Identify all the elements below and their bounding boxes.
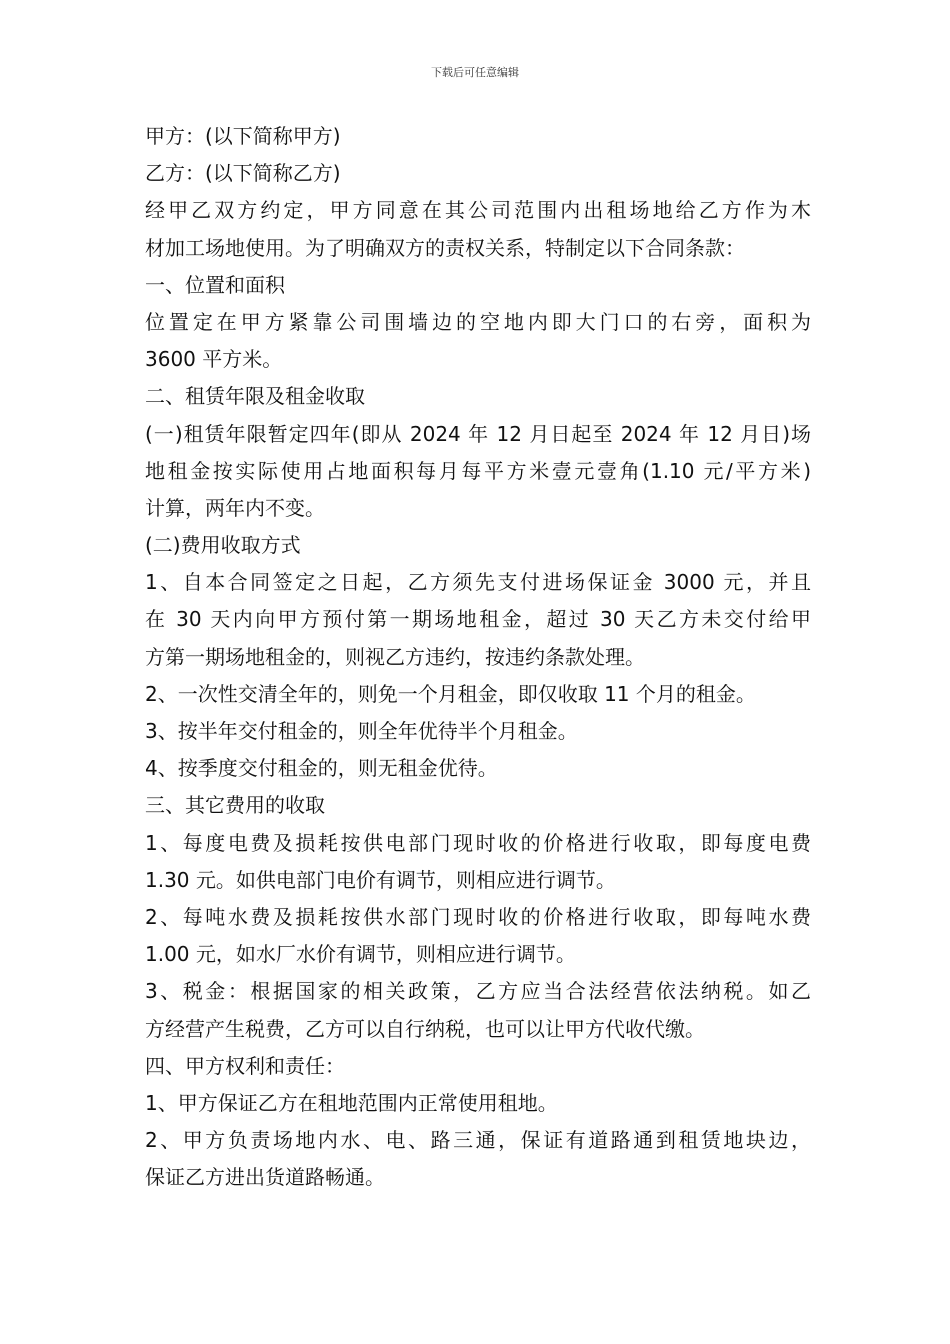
paragraph-line: 经甲乙双方约定，甲方同意在其公司范围内出租场地给乙方作为木 [145, 198, 811, 223]
paragraph-line: 2、一次性交清全年的，则免一个月租金，即仅收取 11 个月的租金。 [145, 681, 756, 706]
party-a-line: 甲方：(以下简称甲方) [145, 124, 341, 148]
paragraph-line: 3600 平方米。 [145, 347, 283, 372]
section-heading: 三、其它费用的收取 [145, 793, 325, 818]
paragraph-line: 1、自本合同签定之日起，乙方须先支付进场保证金 3000 元，并且 [145, 570, 811, 595]
section-heading: 二、租赁年限及租金收取 [145, 384, 365, 409]
paragraph-line: 方第一期场地租金的，则视乙方违约，按违约条款处理。 [145, 644, 645, 669]
paragraph-line: 3、税金：根据国家的相关政策，乙方应当合法经营依法纳税。如乙 [145, 979, 811, 1004]
paragraph-line: 1、每度电费及损耗按供电部门现时收的价格进行收取，即每度电费 [145, 830, 811, 855]
paragraph-line: 4、按季度交付租金的，则无租金优待。 [145, 756, 498, 781]
paragraph-line: 1.00 元，如水厂水价有调节，则相应进行调节。 [145, 942, 576, 967]
page-header: 下载后可任意编辑 [431, 66, 519, 79]
paragraph-line: 方经营产生税费，乙方可以自行纳税，也可以让甲方代收代缴。 [145, 1016, 705, 1041]
subsection-heading: (二)费用收取方式 [145, 533, 301, 558]
paragraph-line: 2、每吨水费及损耗按供水部门现时收的价格进行收取，即每吨水费 [145, 904, 811, 929]
paragraph-line: 在 30 天内向甲方预付第一期场地租金，超过 30 天乙方未交付给甲 [145, 607, 811, 632]
paragraph-line: 计算，两年内不变。 [145, 495, 325, 520]
paragraph-line: 地租金按实际使用占地面积每月每平方米壹元壹角(1.10 元/平方米) [145, 458, 811, 483]
paragraph-line: 保证乙方进出货道路畅通。 [145, 1165, 385, 1190]
paragraph-line: 1.30 元。如供电部门电价有调节，则相应进行调节。 [145, 867, 616, 892]
paragraph-line: 1、甲方保证乙方在租地范围内正常使用租地。 [145, 1090, 558, 1115]
section-heading: 四、甲方权利和责任： [145, 1053, 345, 1078]
paragraph-line: 材加工场地使用。为了明确双方的责权关系，特制定以下合同条款： [145, 235, 745, 260]
paragraph-line: (一)租赁年限暂定四年(即从 2024 年 12 月日起至 2024 年 12 月日)场 [145, 421, 811, 446]
document-body [145, 118, 811, 1196]
party-b-line: 乙方：(以下简称乙方) [145, 161, 341, 186]
paragraph-line: 3、按半年交付租金的，则全年优待半个月租金。 [145, 719, 578, 743]
paragraph-line: 2、甲方负责场地内水、电、路三通，保证有道路通到租赁地块边， [145, 1128, 811, 1153]
section-heading: 一、位置和面积 [145, 272, 285, 297]
paragraph-line: 位置定在甲方紧靠公司围墙边的空地内即大门口的右旁，面积为 [145, 309, 811, 334]
